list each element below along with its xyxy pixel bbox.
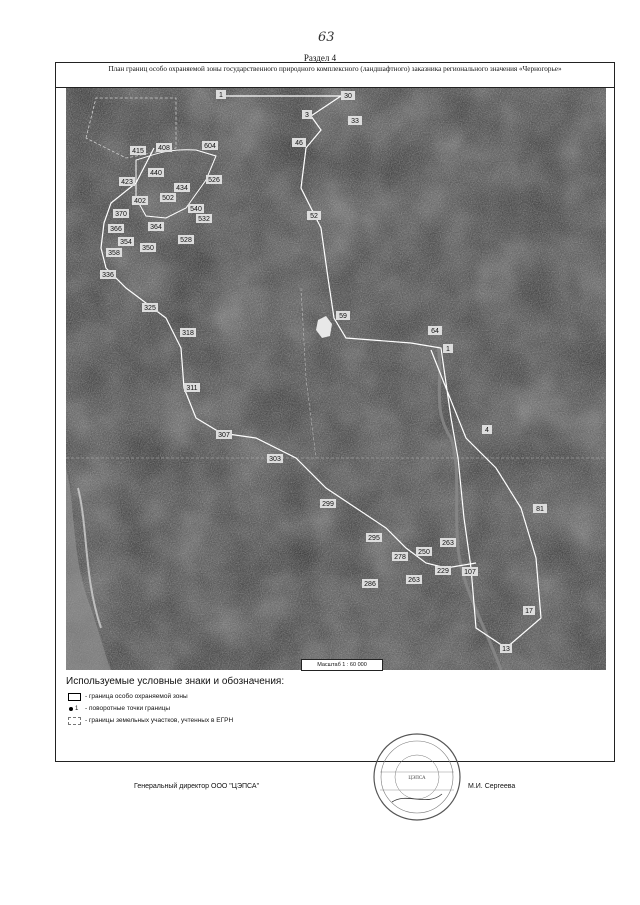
- map-title: План границ особо охраняемой зоны государственного природного комплексного (ландшафтного) заказника регионального значения «Черногорье»: [55, 62, 615, 88]
- point-label: [523, 606, 535, 615]
- svg-text:434: 434: [176, 185, 188, 192]
- svg-text:250: 250: [418, 549, 430, 556]
- legend-label: - границы земельных участков, учтенных в ЕГРН: [85, 717, 234, 724]
- svg-text:263: 263: [442, 540, 454, 547]
- point-label: [302, 110, 312, 119]
- point-label: [533, 504, 547, 513]
- point-label: [178, 235, 194, 244]
- svg-text:528: 528: [180, 237, 192, 244]
- satellite-map[interactable]: [66, 88, 606, 670]
- svg-text:81: 81: [536, 506, 544, 513]
- svg-text:263: 263: [408, 577, 420, 584]
- svg-text:59: 59: [339, 313, 347, 320]
- point-label: [320, 499, 336, 508]
- point-label: [443, 344, 453, 353]
- svg-text:13: 13: [502, 646, 510, 653]
- signatory-position: Генеральный директор ООО "ЦЭПСА": [134, 783, 260, 790]
- svg-text:107: 107: [464, 569, 476, 576]
- signature-scribble: [392, 794, 442, 802]
- point-label: [292, 138, 306, 147]
- point-label: [148, 222, 164, 231]
- point-label: [216, 90, 226, 99]
- svg-text:318: 318: [182, 330, 194, 337]
- point-label: [307, 211, 321, 220]
- point-label: [267, 454, 283, 463]
- svg-text:4: 4: [485, 427, 489, 434]
- point-label: [119, 177, 135, 186]
- turning-point-symbol: [68, 705, 81, 713]
- point-label: [482, 425, 492, 434]
- point-label: [196, 214, 212, 223]
- svg-text:307: 307: [218, 432, 230, 439]
- section-label: Раздел 4: [303, 53, 337, 63]
- point-label: [336, 311, 350, 320]
- svg-text:3: 3: [305, 112, 309, 119]
- point-label: [435, 566, 451, 575]
- svg-text:286: 286: [364, 581, 376, 588]
- page-number: 63: [318, 30, 335, 45]
- svg-text:526: 526: [208, 177, 220, 184]
- land-parcel-symbol: [68, 717, 81, 725]
- point-label: [416, 547, 432, 556]
- svg-text:ЦЭПСА: ЦЭПСА: [408, 776, 426, 781]
- svg-text:440: 440: [150, 170, 162, 177]
- legend-title: Используемые условные знаки и обозначения:: [66, 676, 285, 687]
- svg-text:408: 408: [158, 145, 170, 152]
- legend-label: - граница особо охраняемой зоны: [85, 693, 188, 700]
- svg-text:1: 1: [219, 92, 223, 99]
- zone-boundary-symbol: [68, 693, 81, 701]
- point-label: [160, 193, 176, 202]
- svg-text:402: 402: [134, 198, 146, 205]
- legend-item-zone-boundary: [68, 692, 188, 702]
- point-label: [100, 270, 116, 279]
- svg-text:17: 17: [525, 608, 533, 615]
- svg-text:299: 299: [322, 501, 334, 508]
- point-label: [140, 243, 156, 252]
- point-label: [206, 175, 222, 184]
- svg-text:33: 33: [351, 118, 359, 125]
- point-label: [106, 248, 122, 257]
- svg-text:370: 370: [115, 211, 127, 218]
- map-canvas: [66, 88, 606, 670]
- svg-text:364: 364: [150, 224, 162, 231]
- legend-item-land-parcels: [68, 716, 233, 726]
- svg-text:540: 540: [190, 206, 202, 213]
- scale-label: Масштаб 1 : 60 000: [301, 659, 383, 671]
- svg-text:325: 325: [144, 305, 156, 312]
- point-label: [132, 196, 148, 205]
- point-label: [174, 183, 190, 192]
- point-label: [366, 533, 382, 542]
- point-label: [341, 91, 355, 100]
- point-label: [118, 237, 134, 246]
- svg-text:303: 303: [269, 456, 281, 463]
- point-label: [142, 303, 158, 312]
- svg-text:46: 46: [295, 140, 303, 147]
- signatory-name: М.И. Сергеева: [468, 783, 516, 790]
- point-label: [202, 141, 218, 150]
- svg-text:354: 354: [120, 239, 132, 246]
- company-stamp: [372, 732, 462, 822]
- svg-text:336: 336: [102, 272, 114, 279]
- svg-text:532: 532: [198, 216, 210, 223]
- svg-text:295: 295: [368, 535, 380, 542]
- point-label: [148, 168, 164, 177]
- legend-label: - поворотные точки границы: [85, 705, 171, 712]
- point-label: [500, 644, 512, 653]
- svg-text:30: 30: [344, 93, 352, 100]
- svg-text:350: 350: [142, 245, 154, 252]
- point-label: [188, 204, 204, 213]
- svg-text:366: 366: [110, 226, 122, 233]
- svg-text:502: 502: [162, 195, 174, 202]
- point-label: [428, 326, 442, 335]
- point-label: [156, 143, 172, 152]
- point-label: [180, 328, 196, 337]
- point-label: [184, 383, 200, 392]
- svg-text:1: 1: [446, 346, 450, 353]
- point-label: [216, 430, 232, 439]
- svg-text:52: 52: [310, 213, 318, 220]
- svg-text:229: 229: [437, 568, 449, 575]
- point-label: [440, 538, 456, 547]
- svg-text:311: 311: [186, 385, 198, 392]
- legend-item-turning-points: [68, 704, 170, 714]
- point-label: [362, 579, 378, 588]
- svg-text:64: 64: [431, 328, 439, 335]
- point-label: [348, 116, 362, 125]
- point-label: [462, 567, 478, 576]
- point-label: [406, 575, 422, 584]
- svg-text:423: 423: [121, 179, 133, 186]
- svg-text:604: 604: [204, 143, 216, 150]
- point-label: [392, 552, 408, 561]
- point-label: [130, 146, 146, 155]
- svg-text:278: 278: [394, 554, 406, 561]
- point-label: [108, 224, 124, 233]
- svg-text:358: 358: [108, 250, 120, 257]
- point-label: [113, 209, 129, 218]
- svg-text:415: 415: [132, 148, 144, 155]
